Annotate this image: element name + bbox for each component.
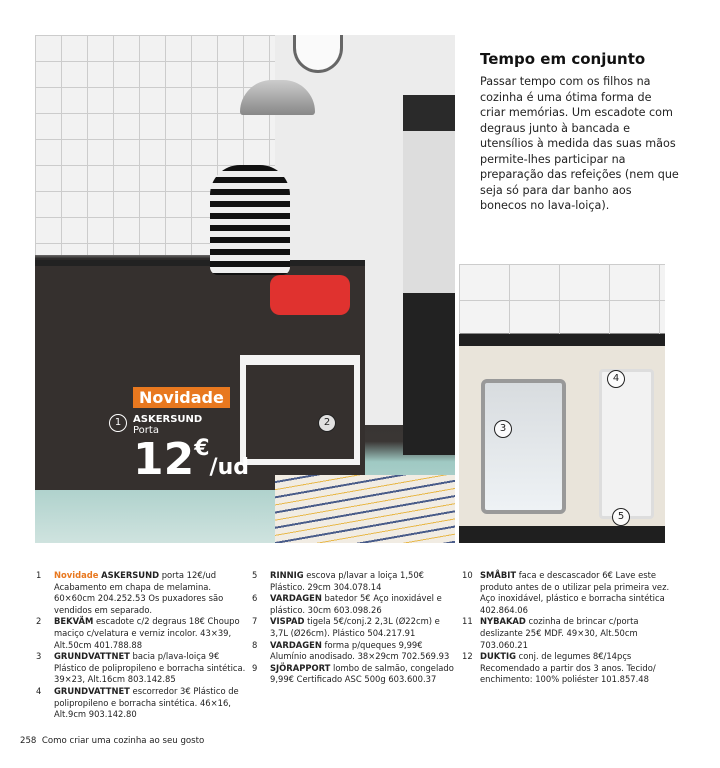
item-tag: Novidade	[54, 570, 99, 580]
item-desc: porta 12€/ud Acabamento em chapa de melamina. 60×60cm 204.252.53 Os puxadores são vendidos em separado.	[54, 570, 224, 615]
item-name: ASKERSUND	[101, 570, 160, 580]
item-entry	[252, 570, 457, 593]
sink-tiles	[459, 264, 665, 334]
striped-rug	[275, 475, 455, 543]
item-text	[270, 640, 457, 663]
items-column-2	[252, 570, 457, 686]
item-text	[54, 651, 246, 686]
item-number: 10	[462, 570, 473, 580]
item-desc: cozinha de brincar c/porta deslizante 25€ MDF. 49×30, Alt.50cm 703.060.21	[480, 616, 639, 650]
novidade-badge: Novidade	[133, 387, 230, 408]
item-number: 11	[462, 616, 473, 627]
item-name: VARDAGEN	[270, 593, 322, 604]
item-desc: bacia p/lava-loiça 9€ Plástico de polipropileno e borracha sintética. 39×23, Alt.16cm 803.142.85	[54, 651, 246, 685]
item-text	[270, 593, 457, 616]
item-desc: escova p/lavar a loiça 1,50€ Plástico. 29cm 304.078.14	[270, 570, 424, 592]
product-sub: Porta	[133, 425, 159, 436]
item-entry	[36, 651, 246, 686]
item-entry	[36, 686, 246, 721]
girl-figure	[210, 165, 290, 275]
item-entry	[462, 570, 677, 616]
item-number: 4	[36, 685, 42, 696]
item-desc: conj. de legumes 8€/14pçs Recomendado a partir dos 3 anos. Tecido/ enchimento: 100% poliéster 101.857.48	[480, 651, 656, 685]
item-number: 8	[252, 639, 258, 650]
items-column-1	[36, 570, 246, 721]
item-entry	[462, 651, 677, 686]
item-name: GRUNDVATTNET	[54, 651, 130, 662]
promo-block	[133, 387, 249, 490]
item-name: GRUNDVATTNET	[54, 685, 130, 696]
item-text	[54, 686, 246, 721]
item-desc: escorredor 3€ Plástico de polipropileno e borracha sintética. 46×16, Alt.9cm 903.142.80	[54, 685, 239, 720]
items-column-3	[462, 570, 677, 686]
item-number: 6	[252, 593, 258, 604]
item-entry	[36, 616, 246, 651]
item-entry	[252, 640, 457, 663]
item-name: VISPAD	[270, 616, 305, 627]
item-name: RINNIG	[270, 570, 304, 580]
item-entry	[36, 570, 246, 616]
callout-3: 3	[494, 420, 512, 438]
item-desc: escadote c/2 degraus 18€ Choupo maciço c/velatura e verniz incolor. 43×39, Alt.50cm 401.788.88	[54, 616, 240, 650]
item-desc: faca e descascador 6€ Lave este produto antes de o utilizar pela primeira vez. Aço inoxidável, plástico e borracha sintética 402.864.06	[480, 570, 670, 615]
section-name: Como criar uma cozinha ao seu gosto	[41, 736, 205, 746]
item-text	[480, 570, 677, 616]
item-desc: forma p/queques 9,99€ Alumínio anodisado. 38×29cm 702.569.93	[270, 639, 450, 662]
item-name: SJÖRAPPORT	[270, 662, 331, 673]
item-name: BEKVÄM	[54, 616, 94, 627]
footer	[20, 736, 204, 746]
item-number: 9	[252, 662, 258, 673]
price	[133, 434, 249, 490]
item-desc: lombo de salmão, congelado 9,99€ Certificado ASC 500g 603.600.37	[270, 662, 454, 685]
item-entry	[252, 616, 457, 639]
item-entry	[252, 663, 457, 686]
item-text	[480, 616, 677, 651]
sink-basin	[481, 379, 566, 514]
price-unit: /ud	[209, 455, 249, 480]
price-value: 12	[133, 434, 195, 485]
item-text	[54, 570, 246, 616]
page-number: 258	[20, 736, 37, 746]
item-name: SMÅBIT	[480, 570, 517, 580]
item-number: 12	[462, 651, 473, 662]
item-text	[480, 651, 677, 686]
item-text	[270, 663, 457, 686]
sink-photo	[459, 264, 665, 543]
section-title: Tempo em conjunto	[480, 50, 646, 68]
item-desc: batedor 5€ Aço inoxidável e plástico. 30cm 603.098.26	[270, 593, 442, 615]
intro-text: Passar tempo com os filhos na cozinha é uma ótima forma de criar memórias. Um escadote com degraus junto à bancada e utensílios à medida das suas mãos permite-lhes participar na preparação das refeições (nem que seja só para dar banho aos bonecos no lava-loiça).	[480, 75, 679, 212]
price-currency: €	[194, 436, 210, 461]
woman-figure	[403, 95, 455, 455]
item-number: 2	[36, 616, 42, 627]
dish-rack	[599, 369, 654, 519]
callout-4: 4	[607, 370, 625, 388]
callout-1: 1	[109, 414, 127, 432]
item-text	[270, 616, 457, 639]
item-number: 3	[36, 651, 42, 662]
girl-legs	[270, 275, 350, 315]
item-entry	[252, 593, 457, 616]
item-number: 1	[36, 570, 42, 580]
item-entry	[462, 616, 677, 651]
callout-2: 2	[318, 414, 336, 432]
product-name: ASKERSUND	[133, 414, 203, 425]
item-text	[54, 616, 246, 651]
item-name: NYBAKAD	[480, 616, 526, 627]
item-number: 7	[252, 616, 258, 627]
item-name: DUKTIG	[480, 651, 516, 662]
intro	[480, 50, 680, 214]
callout-5: 5	[612, 508, 630, 526]
step-stool	[240, 355, 360, 465]
item-number: 5	[252, 570, 258, 580]
item-text	[270, 570, 457, 593]
item-desc: tigela 5€/conj.2 2,3L (Ø22cm) e 3,7L (Ø26cm). Plástico 504.217.91	[270, 616, 440, 638]
item-name: VARDAGEN	[270, 639, 322, 650]
